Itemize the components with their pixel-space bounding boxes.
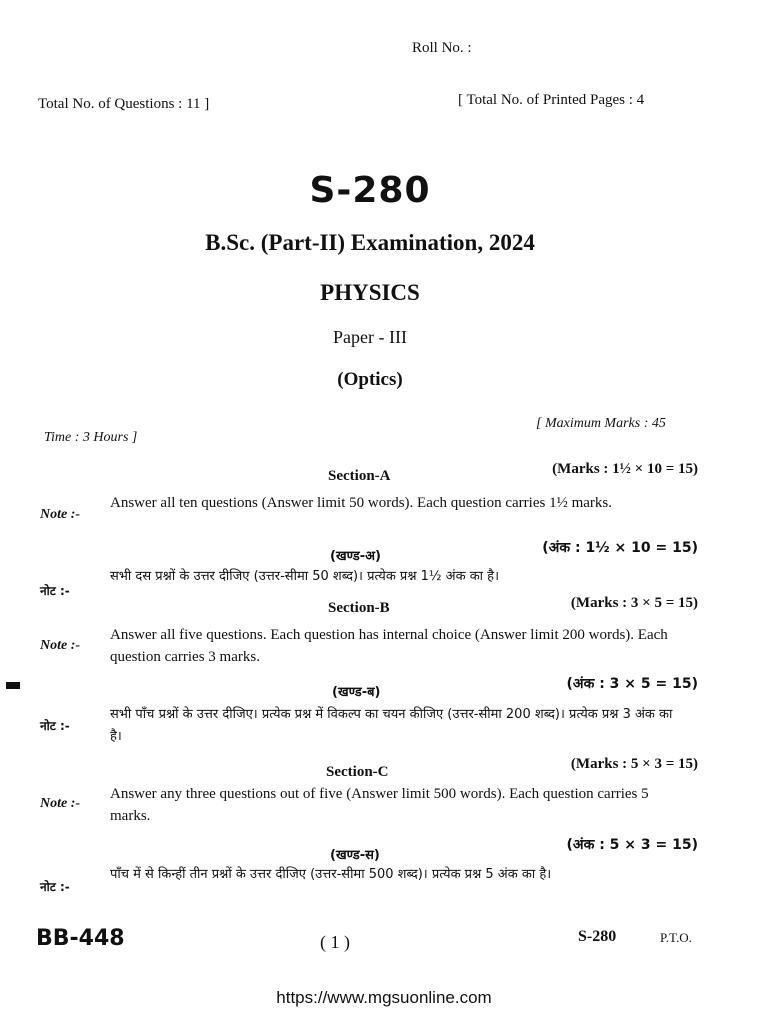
booklet-code: BB-448 (36, 926, 125, 951)
paper-number: Paper - III (333, 327, 407, 347)
section-c-hindi-title: (खण्ड-स) (330, 848, 380, 863)
section-a-marks: (Marks : 1½ × 10 = 15) (552, 461, 698, 477)
section-c-hindi-note: पाँच में से किन्हीं तीन प्रश्नों के उत्तर दीजिए (उत्तर-सीमा 500 शब्द)। प्रत्येक प्रश्न 5 अंक का है। (110, 867, 552, 882)
section-b-note: Answer all five questions. Each question has internal choice (Answer limit 200 words). Each question carries 3 marks. (110, 627, 668, 665)
subject-title: PHYSICS (320, 280, 420, 305)
roll-number-label: Roll No. : (412, 40, 472, 56)
paper-code: S-280 (309, 170, 431, 211)
section-c-hindi-marks: (अंक : 5 × 3 = 15) (566, 837, 698, 853)
footer-paper-code: S-280 (578, 928, 617, 945)
section-c-note-label: Note :- (40, 796, 81, 811)
section-b-note-label: Note :- (40, 638, 81, 653)
section-b-hindi-note: सभी पाँच प्रश्नों के उत्तर दीजिए। प्रत्येक प्रश्न में विकल्प का चयन कीजिए (उत्तर-सीमा 200 शब्द)। प्रत्येक प्रश्न 3 अंक का है। (110, 707, 673, 744)
section-a-hindi-note: सभी दस प्रश्नों के उत्तर दीजिए (उत्तर-सीमा 50 शब्द)। प्रत्येक प्रश्न 1½ अंक का है। (110, 569, 500, 584)
section-b-title: Section-B (328, 600, 390, 616)
section-b-hindi-label: नोट :- (40, 719, 70, 733)
paper-topic: (Optics) (337, 369, 403, 390)
section-b-hindi-marks: (अंक : 3 × 5 = 15) (566, 676, 698, 692)
section-a-hindi-title: (खण्ड-अ) (330, 549, 381, 564)
scan-artifact (6, 682, 20, 689)
section-a-note: Answer all ten questions (Answer limit 50 words). Each question carries 1½ marks. (110, 495, 612, 511)
section-c-hindi-label: नोट :- (40, 880, 70, 894)
time-allowed: Time : 3 Hours ] (44, 430, 138, 445)
section-a-title: Section-A (328, 468, 391, 484)
section-b-hindi-title: (खण्ड-ब) (332, 685, 381, 700)
maximum-marks: [ Maximum Marks : 45 (536, 416, 666, 431)
section-c-note: Answer any three questions out of five (Answer limit 500 words). Each question carries 5 marks. (110, 786, 649, 824)
please-turn-over: P.T.O. (660, 930, 692, 945)
section-a-hindi-label: नोट :- (40, 584, 70, 598)
total-printed-pages: [ Total No. of Printed Pages : 4 (458, 92, 645, 108)
section-b-marks: (Marks : 3 × 5 = 15) (570, 595, 698, 611)
section-c-title: Section-C (326, 764, 389, 780)
exam-title: B.Sc. (Part-II) Examination, 2024 (205, 230, 535, 255)
section-c-marks: (Marks : 5 × 3 = 15) (570, 756, 698, 772)
source-url: https://www.mgsuonline.com (276, 988, 492, 1007)
section-a-note-label: Note :- (40, 507, 81, 522)
section-a-hindi-marks: (अंक : 1½ × 10 = 15) (542, 540, 698, 556)
page-number: ( 1 ) (320, 932, 350, 952)
total-questions: Total No. of Questions : 11 ] (38, 96, 210, 112)
